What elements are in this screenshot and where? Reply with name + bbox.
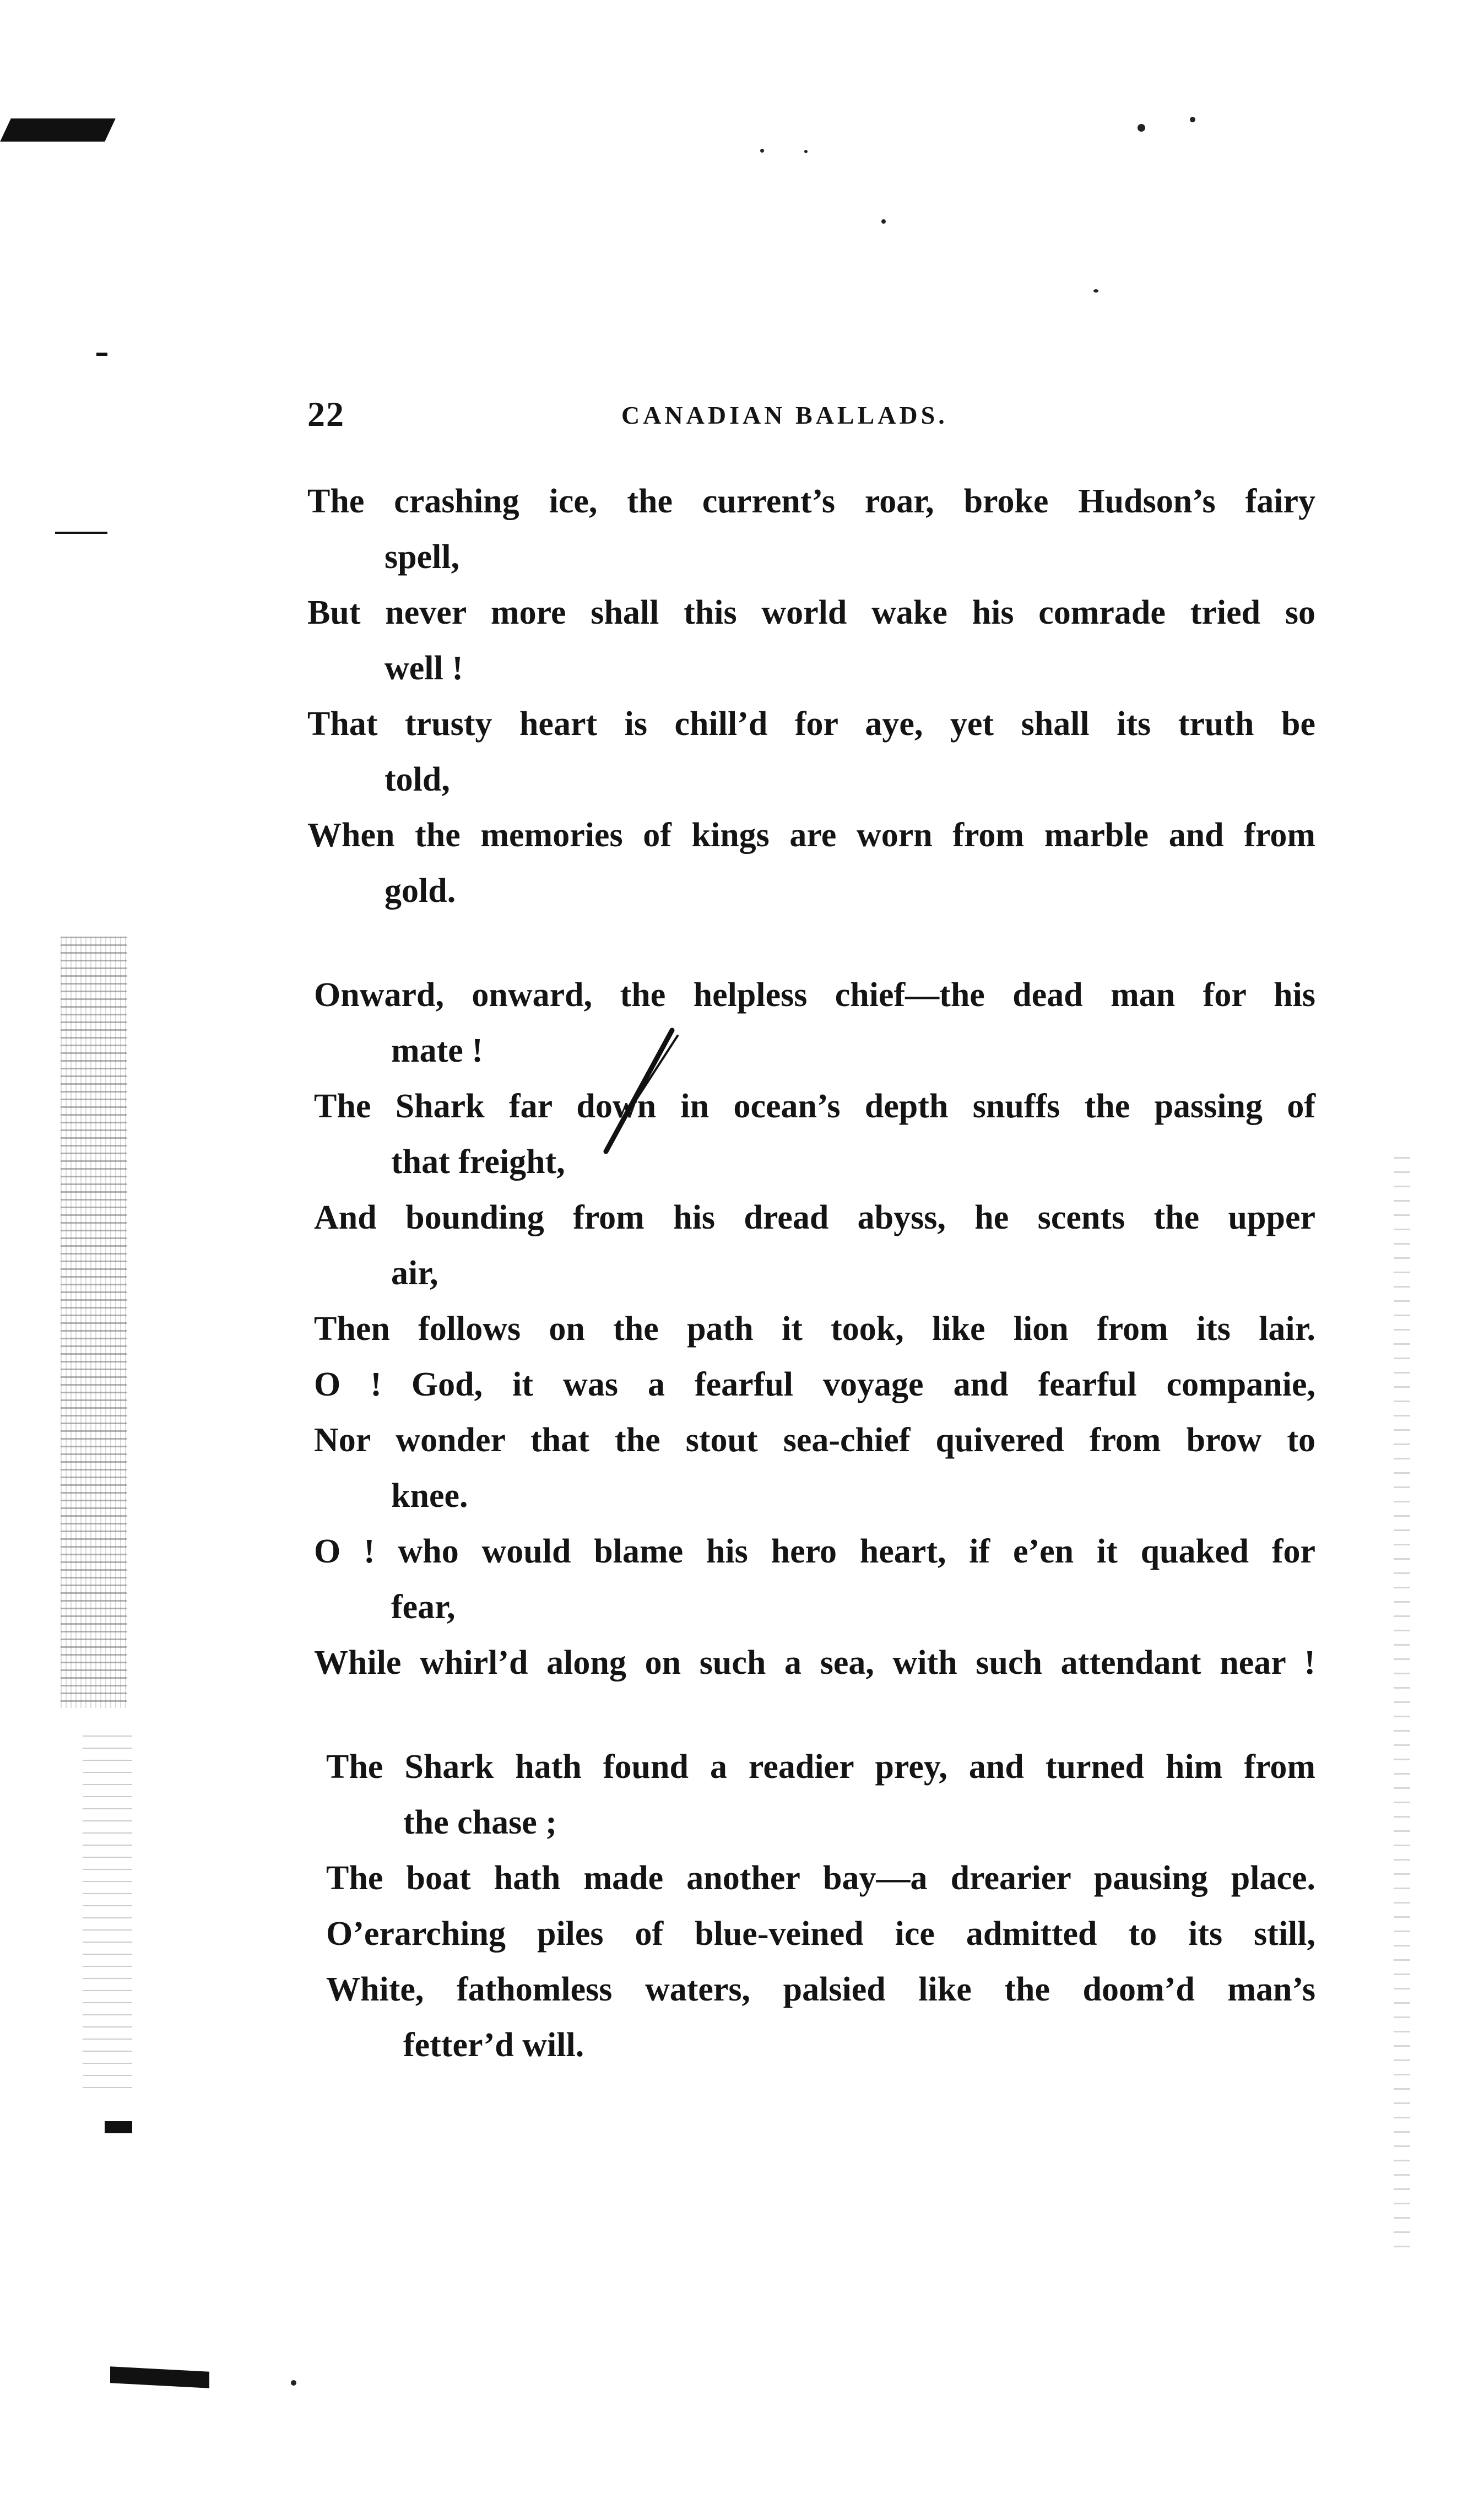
scan-edge-mark — [0, 118, 116, 142]
spine-noise — [61, 937, 127, 1708]
verse-line: While whirl’d along on such a sea, with such attendant near ! — [314, 1644, 1315, 1681]
verse-line: And bounding from his dread abyss, he scents the upper air, — [314, 1199, 1315, 1292]
speck — [1190, 117, 1195, 122]
speck — [760, 149, 764, 153]
scan-edge-mark — [110, 2366, 209, 2388]
stanza — [307, 474, 1315, 919]
speck — [881, 219, 886, 224]
verse-line: White, fathomless waters, palsied like the doom’d man’s fetter’d will. — [326, 1971, 1315, 2064]
pen-mark — [584, 1019, 694, 1163]
speck — [804, 150, 808, 153]
running-head — [307, 394, 1310, 444]
spine-noise — [83, 1735, 132, 2094]
verse-line: That trusty heart is chill’d for aye, yet shall its truth be told, — [307, 705, 1315, 798]
verse-line: O’erarching piles of blue-veined ice admitted to its still, — [326, 1915, 1315, 1953]
verse-line: The Shark hath found a readier prey, and turned him from the chase ; — [326, 1748, 1315, 1841]
verse-line: O ! God, it was a fearful voyage and fearful companie, — [314, 1366, 1315, 1403]
verse-line: Then follows on the path it took, like lion from its lair. — [314, 1310, 1315, 1348]
verse-line: Nor wonder that the stout sea-chief quivered from brow to knee. — [314, 1421, 1315, 1515]
verse-line: The Shark far down in ocean’s depth snuffs the passing of that freight, — [314, 1088, 1315, 1181]
running-title: CANADIAN BALLADS. — [621, 401, 948, 429]
stanza — [326, 1739, 1315, 2073]
scan-edge-mark — [55, 532, 107, 534]
margin-noise — [1394, 1157, 1410, 2259]
speck — [1093, 289, 1098, 293]
scan-edge-mark — [96, 353, 107, 356]
verse-line: But never more shall this world wake his comrade tried so well ! — [307, 594, 1315, 687]
verse-line: O ! who would blame his hero heart, if e’en it quaked for fear, — [314, 1533, 1315, 1626]
verse-line: Onward, onward, the helpless chief—the dead man for his mate ! — [314, 976, 1315, 1069]
speck — [1138, 124, 1145, 132]
page-number: 22 — [307, 394, 345, 434]
stanza — [314, 967, 1315, 1691]
scan-edge-mark — [105, 2121, 132, 2133]
verse-line: When the memories of kings are worn from marble and from gold. — [307, 817, 1315, 910]
speck — [291, 2380, 296, 2386]
poem-body — [307, 474, 1315, 2122]
verse-line: The crashing ice, the current’s roar, broke Hudson’s fairy spell, — [307, 483, 1315, 576]
verse-line: The boat hath made another bay—a drearier pausing place. — [326, 1859, 1315, 1897]
